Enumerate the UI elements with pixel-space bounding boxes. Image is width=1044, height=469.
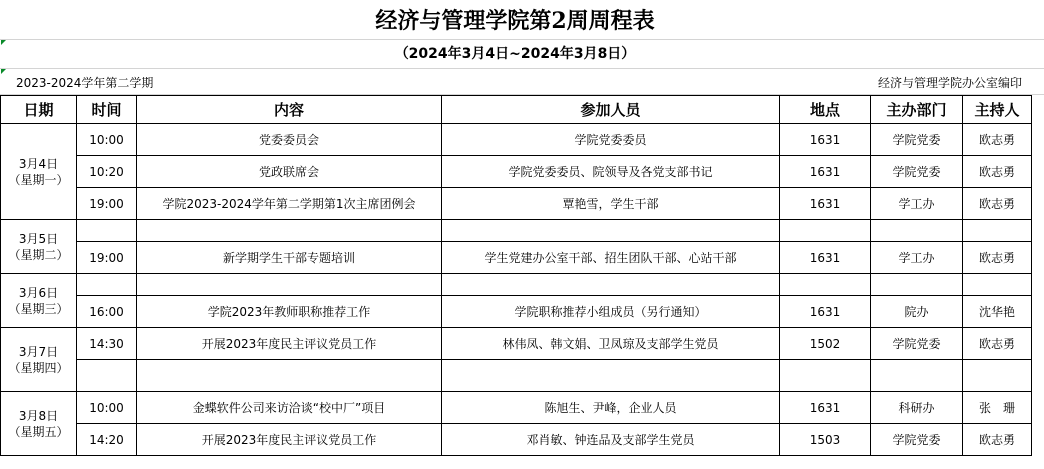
event-content: 新学期学生干部专题培训: [137, 242, 442, 274]
event-department: 学工办: [871, 242, 963, 274]
semester-label: 2023-2024学年第二学期: [16, 76, 154, 90]
table-row: [1, 242, 1032, 274]
event-department: 科研办: [871, 392, 963, 424]
empty-cell: [442, 360, 780, 392]
event-participants: 学院职称推荐小组成员（另行通知）: [442, 296, 780, 328]
header-host: 主持人: [963, 96, 1032, 124]
empty-cell: [442, 220, 780, 242]
empty-cell: [963, 274, 1032, 296]
event-host: 欧志勇: [963, 156, 1032, 188]
event-content: 党委委员会: [137, 124, 442, 156]
empty-cell: [442, 274, 780, 296]
event-department: 学院党委: [871, 124, 963, 156]
header-time: 时间: [77, 96, 137, 124]
day-weekday: （星期一）: [8, 172, 69, 187]
day-date: 3月8日: [18, 408, 59, 423]
day-weekday: （星期四）: [8, 360, 69, 375]
table-row: [1, 296, 1032, 328]
table-row: [1, 188, 1032, 220]
event-time: 19:00: [77, 242, 137, 274]
table-row: [1, 392, 1032, 424]
event-participants: 学生党建办公室干部、招生团队干部、心站干部: [442, 242, 780, 274]
table-row-empty: [1, 360, 1032, 392]
event-host: 欧志勇: [963, 328, 1032, 360]
empty-cell: [77, 360, 137, 392]
day-cell: [1, 392, 77, 456]
empty-cell: [871, 360, 963, 392]
event-participants: 覃艳雪，学生干部: [442, 188, 780, 220]
header-row: [1, 96, 1032, 124]
event-time: 10:00: [77, 124, 137, 156]
table-row-empty: [1, 274, 1032, 296]
event-participants: 学院党委委员: [442, 124, 780, 156]
event-host: 欧志勇: [963, 188, 1032, 220]
event-location: 1631: [780, 296, 871, 328]
day-cell: [1, 328, 77, 392]
day-weekday: （星期二）: [8, 247, 69, 262]
event-time: 10:00: [77, 392, 137, 424]
event-participants: 林伟凤、韩文娟、卫凤琼及支部学生党员: [442, 328, 780, 360]
empty-cell: [137, 274, 442, 296]
event-content: 学院2023年教师职称推荐工作: [137, 296, 442, 328]
empty-cell: [137, 360, 442, 392]
empty-cell: [137, 220, 442, 242]
event-participants: 学院党委委员、院领导及各党支部书记: [442, 156, 780, 188]
event-content: 学院2023-2024学年第二学期第1次主席团例会: [137, 188, 442, 220]
day-date: 3月4日: [18, 156, 59, 171]
page-title: 经济与管理学院第2周周程表: [375, 8, 655, 34]
event-time: 10:20: [77, 156, 137, 188]
event-location: 1502: [780, 328, 871, 360]
event-location: 1631: [780, 188, 871, 220]
event-department: 学院党委: [871, 424, 963, 456]
empty-cell: [780, 274, 871, 296]
empty-cell: [871, 274, 963, 296]
event-participants: 陈旭生、尹峰，企业人员: [442, 392, 780, 424]
cell-comment-marker: [1, 69, 6, 74]
event-department: 院办: [871, 296, 963, 328]
table-row: [1, 328, 1032, 360]
event-host: 欧志勇: [963, 424, 1032, 456]
event-location: 1631: [780, 392, 871, 424]
compiler-label: 经济与管理学院办公室编印: [877, 76, 1022, 90]
header-participants: 参加人员: [442, 96, 780, 124]
empty-cell: [780, 360, 871, 392]
event-content: 金蝶软件公司来访洽谈“校中厂”项目: [137, 392, 442, 424]
header-department: 主办部门: [871, 96, 963, 124]
event-content: 开展2023年度民主评议党员工作: [137, 328, 442, 360]
event-time: 14:20: [77, 424, 137, 456]
date-range-subtitle: （2024年3月4日~2024年3月8日）: [394, 46, 636, 62]
table-row-empty: [1, 220, 1032, 242]
table-row: [1, 124, 1032, 156]
empty-cell: [77, 274, 137, 296]
event-host: 欧志勇: [963, 124, 1032, 156]
empty-cell: [780, 220, 871, 242]
event-location: 1631: [780, 156, 871, 188]
header-location: 地点: [780, 96, 871, 124]
event-time: 16:00: [77, 296, 137, 328]
table-row: [1, 424, 1032, 456]
empty-cell: [77, 220, 137, 242]
day-date: 3月5日: [18, 231, 59, 246]
event-department: 学院党委: [871, 328, 963, 360]
day-cell: [1, 220, 77, 274]
day-weekday: （星期五）: [8, 424, 69, 439]
empty-cell: [963, 360, 1032, 392]
event-department: 学工办: [871, 188, 963, 220]
event-host: 欧志勇: [963, 242, 1032, 274]
day-cell: [1, 274, 77, 328]
event-time: 19:00: [77, 188, 137, 220]
event-location: 1631: [780, 242, 871, 274]
event-content: 党政联席会: [137, 156, 442, 188]
event-host: 张 珊: [963, 392, 1032, 424]
event-time: 14:30: [77, 328, 137, 360]
header-date: 日期: [1, 96, 77, 124]
event-content: 开展2023年度民主评议党员工作: [137, 424, 442, 456]
header-content: 内容: [137, 96, 442, 124]
empty-cell: [963, 220, 1032, 242]
event-department: 学院党委: [871, 156, 963, 188]
event-location: 1503: [780, 424, 871, 456]
event-location: 1631: [780, 124, 871, 156]
table-row: [1, 156, 1032, 188]
sheet-gridline: [0, 68, 1044, 69]
event-host: 沈华艳: [963, 296, 1032, 328]
day-date: 3月7日: [18, 344, 59, 359]
day-date: 3月6日: [18, 285, 59, 300]
schedule-table: [0, 95, 1032, 456]
event-participants: 邓肖敏、钟连品及支部学生党员: [442, 424, 780, 456]
empty-cell: [871, 220, 963, 242]
day-weekday: （星期三）: [8, 301, 69, 316]
day-cell: [1, 124, 77, 220]
